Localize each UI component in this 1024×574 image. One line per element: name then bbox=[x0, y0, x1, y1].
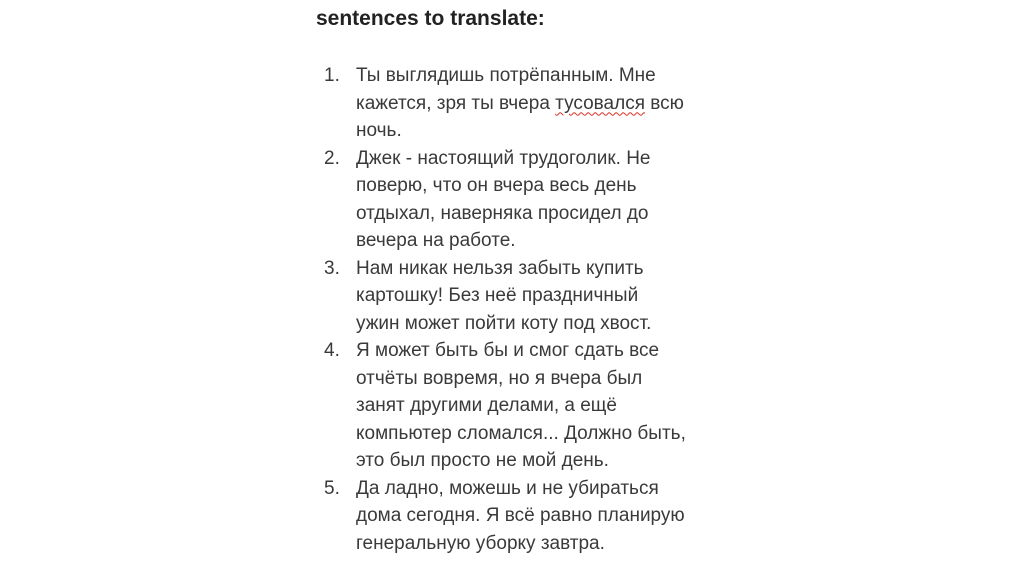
item-number: 3. bbox=[324, 257, 340, 279]
item-text bbox=[356, 475, 724, 558]
text-line: Я может быть бы и смог сдать все bbox=[356, 340, 660, 361]
misspelled-word[interactable]: тусовался bbox=[555, 92, 645, 114]
text-line: это был просто не мой день. bbox=[356, 450, 609, 471]
sentence-list bbox=[324, 62, 724, 557]
text-line: отчёты вовремя, но я вчера был bbox=[356, 367, 643, 389]
text-line: Нам никак нельзя забыть купить bbox=[356, 257, 644, 279]
text-line: отдыхал, наверняка просидел до bbox=[356, 202, 649, 224]
text-line: генеральную уборку завтра. bbox=[356, 532, 605, 554]
list-item bbox=[324, 255, 724, 338]
text-line: компьютер сломался... Должно быть, bbox=[356, 422, 686, 444]
text-line: занят другими делами, а ещё bbox=[356, 395, 617, 416]
item-text bbox=[356, 145, 724, 255]
text-line: дома сегодня. Я всё равно планирую bbox=[356, 505, 685, 526]
text-line: вечера на работе. bbox=[356, 230, 516, 251]
text-line: картошку! Без неё праздничный bbox=[356, 285, 639, 306]
text-line: поверю, что он вчера весь день bbox=[356, 175, 637, 196]
list-item bbox=[324, 337, 724, 475]
item-text bbox=[356, 62, 724, 145]
list-item bbox=[324, 145, 724, 255]
item-number: 5. bbox=[324, 477, 340, 499]
item-text bbox=[356, 255, 724, 338]
text-line: ночь. bbox=[356, 120, 402, 141]
item-text bbox=[356, 337, 724, 475]
text-line: Ты выглядишь потрёпанным. Мне bbox=[356, 65, 656, 86]
item-number: 2. bbox=[324, 147, 340, 169]
text-line: Да ладно, можешь и не убираться bbox=[356, 477, 659, 499]
item-number: 4. bbox=[324, 340, 340, 361]
list-item bbox=[324, 62, 724, 145]
text-line-part: всю bbox=[644, 92, 684, 114]
text-line: ужин может пойти коту под хвост. bbox=[356, 312, 652, 334]
item-number: 1. bbox=[324, 65, 340, 86]
list-item bbox=[324, 475, 724, 558]
text-line-part: кажется, зря ты вчера bbox=[356, 92, 556, 114]
text-line: Джек - настоящий трудоголик. Не bbox=[356, 147, 651, 169]
page-heading: sentences to translate: bbox=[316, 7, 545, 30]
